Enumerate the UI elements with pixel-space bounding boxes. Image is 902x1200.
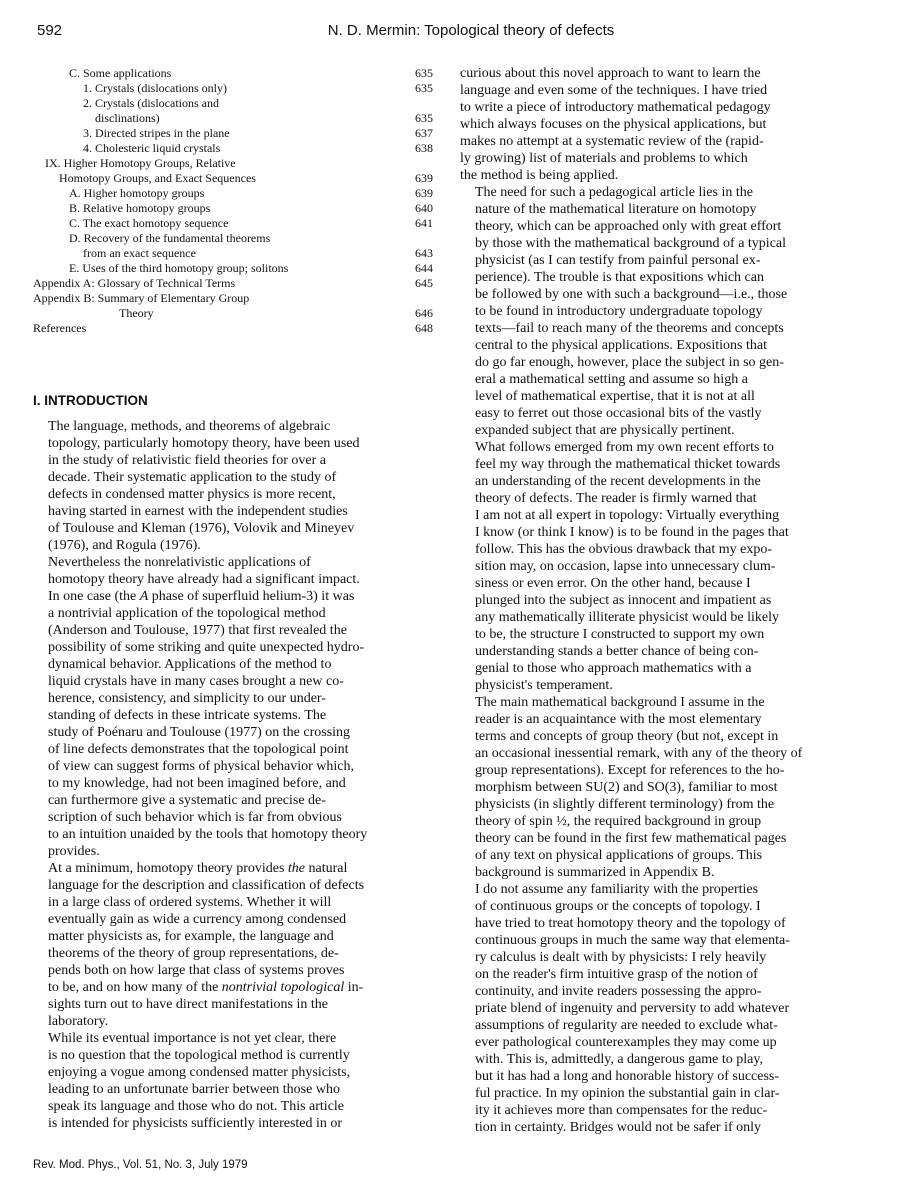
paragraph: [33, 554, 438, 860]
text-line: is no question that the topological method is currently: [48, 1048, 350, 1063]
toc-entry-page: 641: [415, 216, 433, 230]
text-line: an occasional inessential remark, with any of the theory of: [475, 746, 803, 761]
text-line: herence, consistency, and simplicity to our under-: [48, 691, 326, 706]
text-line: but it has had a long and honorable history of success-: [475, 1069, 780, 1084]
toc-entry-label: D. Recovery of the fundamental theorems: [69, 231, 271, 245]
text-line: background is summarized in Appendix B.: [475, 865, 715, 880]
text-line: theory, which can be approached only with great effort: [475, 219, 782, 234]
text-line: pends both on how large that class of systems proves: [48, 963, 345, 978]
text-line: an understanding of the recent developments in the: [475, 474, 761, 489]
toc-row: [33, 126, 433, 141]
running-head: N. D. Mermin: Topological theory of defects: [327, 22, 615, 39]
toc-entry-label: 4. Cholesteric liquid crystals: [83, 141, 221, 155]
toc-row: [33, 201, 433, 216]
text-line: morphism between SU(2) and SO(3), familiar to most: [475, 780, 778, 795]
text-line: of view can suggest forms of physical behavior which,: [48, 759, 354, 774]
text-line: to an intuition unaided by the tools that homotopy theory: [48, 827, 368, 842]
text-line: understanding stands a better chance of being con-: [475, 644, 759, 659]
toc-entry-page: 635: [415, 66, 433, 80]
text-line: In one case (the A phase of superfluid helium-3) it was: [48, 589, 355, 604]
paragraph: [460, 439, 860, 694]
text-line: central to the physical applications. Expositions that: [475, 338, 767, 353]
text-line: The need for such a pedagogical article lies in the: [475, 185, 753, 200]
text-line: curious about this novel approach to want to learn the: [460, 66, 761, 81]
paragraph: [460, 65, 860, 184]
toc-entry-page: 639: [415, 171, 433, 185]
page-number: 592: [37, 22, 63, 39]
text-line: The main mathematical background I assume in the: [475, 695, 765, 710]
text-line: plunged into the subject as innocent and impatient as: [475, 593, 772, 608]
text-line: assumptions of regularity are needed to exclude what-: [475, 1018, 778, 1033]
text-line: defects in condensed matter physics is more recent,: [48, 487, 336, 502]
text-line: ever pathological counterexamples they may come up: [475, 1035, 777, 1050]
text-line: (Anderson and Toulouse, 1977) that first revealed the: [48, 623, 347, 638]
text-line: in the study of relativistic field theories for over a: [48, 453, 326, 468]
toc-entry-label: B. Relative homotopy groups: [69, 201, 211, 215]
text-line: I do not assume any familiarity with the properties: [475, 882, 759, 897]
toc-entry-label: Homotopy Groups, and Exact Sequences: [59, 171, 256, 185]
text-line: At a minimum, homotopy theory provides the natural: [48, 861, 348, 876]
text-line: terms and concepts of group theory (but not, except in: [475, 729, 779, 744]
text-line: to be, and on how many of the nontrivial topological in-: [48, 980, 364, 995]
toc-entry-label: References: [33, 321, 87, 335]
text-line: easy to ferret out those occasional bits of the vastly: [475, 406, 762, 421]
toc-entry-page: 635: [415, 81, 433, 95]
paragraph: [33, 1030, 438, 1132]
text-line: liquid crystals have in many cases brought a new co-: [48, 674, 344, 689]
text-line: continuity, and invite readers possessing the appro-: [475, 984, 762, 999]
toc-row: [33, 261, 433, 276]
text-line: homotopy theory have already had a significant impact.: [48, 572, 360, 587]
text-line: continuous groups in much the same way that elementa-: [475, 933, 790, 948]
text-line: is intended for physicists sufficiently interested in or: [48, 1116, 343, 1131]
paragraph: [33, 418, 438, 554]
toc-entry-page: 640: [415, 201, 433, 215]
toc-row: [33, 81, 433, 96]
text-line: any mathematically illiterate physicist would be likely: [475, 610, 780, 625]
text-line: The language, methods, and theorems of algebraic: [48, 419, 331, 434]
text-line: provides.: [48, 844, 100, 859]
text-line: have tried to treat homotopy theory and the topology of: [475, 916, 786, 931]
text-line: a nontrivial application of the topological method: [48, 606, 326, 621]
text-line: eventually gain as wide a currency among condensed: [48, 912, 347, 927]
text-line: possibility of some striking and quite unexpected hydro-: [48, 640, 365, 655]
text-line: having started in earnest with the independent studies: [48, 504, 348, 519]
text-line: do go far enough, however, place the subject in so gen-: [475, 355, 784, 370]
text-line: decade. Their systematic application to the study of: [48, 470, 337, 485]
text-line: be followed by one with such a background—i.e., those: [475, 287, 788, 302]
toc-row: [33, 321, 433, 336]
text-line: topology, particularly homotopy theory, have been used: [48, 436, 360, 451]
toc-entry-label: 3. Directed stripes in the plane: [83, 126, 230, 140]
text-line: level of mathematical expertise, that it is not at all: [475, 389, 755, 404]
text-line: physicist's temperament.: [475, 678, 613, 693]
page-header: [0, 12, 902, 40]
text-line: sition may, on occasion, lapse into unnecessary clum-: [475, 559, 776, 574]
toc-entry-page: 638: [415, 141, 433, 155]
section-heading: I. INTRODUCTION: [33, 393, 148, 408]
text-line: scription of such behavior which is far from obvious: [48, 810, 342, 825]
text-line: group representations). Except for references to the ho-: [475, 763, 785, 778]
toc-entry-label: Theory: [119, 306, 154, 320]
toc-entry-label: IX. Higher Homotopy Groups, Relative: [45, 156, 236, 170]
paragraph: [460, 881, 860, 1136]
toc-entry-label: Appendix A: Glossary of Technical Terms: [33, 276, 236, 290]
paragraph: [33, 860, 438, 1030]
toc-entry-label: C. The exact homotopy sequence: [69, 216, 229, 230]
text-line: of continuous groups or the concepts of topology. I: [475, 899, 761, 914]
text-line: eral a mathematical setting and assume so high a: [475, 372, 748, 387]
text-line: which always focuses on the physical applications, but: [460, 117, 767, 132]
text-line: reader is an acquaintance with the most elementary: [475, 712, 762, 727]
toc-entry-label: 2. Crystals (dislocations and: [83, 96, 219, 110]
text-line: by those with the mathematical background of a typical: [475, 236, 787, 251]
toc-row: [33, 156, 433, 171]
toc-row: [33, 66, 433, 81]
text-line: nature of the mathematical literature on homotopy: [475, 202, 757, 217]
toc-entry-page: 644: [415, 261, 433, 275]
text-line: siness or even error. On the other hand, because I: [475, 576, 751, 591]
toc-entry-label: C. Some applications: [69, 66, 172, 80]
text-line: I am not at all expert in topology: Virtually everything: [475, 508, 780, 523]
journal-footer: Rev. Mod. Phys., Vol. 51, No. 3, July 1979: [33, 1159, 248, 1171]
text-line: physicists (in slightly different terminology) from the: [475, 797, 775, 812]
toc-row: [33, 231, 433, 246]
text-line: language for the description and classification of defects: [48, 878, 365, 893]
text-line: ry calculus is dealt with by physicists: I rely heavily: [475, 950, 767, 965]
text-line: to write a piece of introductory mathematical pedagogy: [460, 100, 771, 115]
text-line: ly growing) list of materials and problems to which: [460, 151, 748, 166]
text-line: in a large class of ordered systems. Whether it will: [48, 895, 332, 910]
text-line: makes no attempt at a systematic review of the (rapid-: [460, 134, 764, 149]
toc-entry-page: 645: [415, 276, 433, 290]
toc-row: [33, 291, 433, 306]
text-line: dynamical behavior. Applications of the method to: [48, 657, 332, 672]
text-line: theory of spin ½, the required background in group: [475, 814, 762, 829]
toc-row: [33, 111, 433, 126]
toc-entry-label: E. Uses of the third homotopy group; solitons: [69, 261, 289, 275]
toc-row: [33, 141, 433, 156]
text-line: of any text on physical applications of groups. This: [475, 848, 763, 863]
text-line: What follows emerged from my own recent efforts to: [475, 440, 774, 455]
text-line: expanded subject that are physically pertinent.: [475, 423, 735, 438]
text-line: of Toulouse and Kleman (1976), Volovik and Mineyev: [48, 521, 355, 536]
toc-row: [33, 276, 433, 291]
text-line: I know (or think I know) is to be found in the pages that: [475, 525, 789, 540]
table-of-contents: [33, 66, 433, 336]
text-line: laboratory.: [48, 1014, 109, 1029]
text-line: sights turn out to have direct manifestations in the: [48, 997, 328, 1012]
text-line: Nevertheless the nonrelativistic applications of: [48, 555, 311, 570]
toc-row: [33, 186, 433, 201]
text-line: physicist (as I can testify from painful personal ex-: [475, 253, 761, 268]
text-line: the method is being applied.: [460, 168, 619, 183]
text-line: ity it achieves more than compensates for the reduc-: [475, 1103, 768, 1118]
toc-entry-page: 643: [415, 246, 433, 260]
text-line: study of Poénaru and Toulouse (1977) on the crossing: [48, 725, 351, 740]
text-line: feel my way through the mathematical thicket towards: [475, 457, 781, 472]
toc-entry-page: 646: [415, 306, 433, 320]
text-line: genial to those who approach mathematics with a: [475, 661, 752, 676]
toc-entry-page: 648: [415, 321, 433, 335]
toc-entry-page: 639: [415, 186, 433, 200]
toc-row: [33, 216, 433, 231]
text-line: theory of defects. The reader is firmly warned that: [475, 491, 757, 506]
toc-entry-label: disclinations): [95, 111, 160, 125]
text-line: of line defects demonstrates that the topological point: [48, 742, 349, 757]
toc-entry-label: Appendix B: Summary of Elementary Group: [33, 291, 250, 305]
text-line: theorems of the theory of group representations, de-: [48, 946, 339, 961]
text-line: on the reader's firm intuitive grasp of the notion of: [475, 967, 758, 982]
text-line: to my knowledge, had not been imagined before, and: [48, 776, 346, 791]
toc-row: [33, 171, 433, 186]
text-line: with. This is, admittedly, a dangerous game to play,: [475, 1052, 763, 1067]
text-line: can furthermore give a systematic and precise de-: [48, 793, 326, 808]
toc-row: [33, 96, 433, 111]
text-line: priate blend of ingenuity and perversity to add whatever: [475, 1001, 790, 1016]
text-line: standing of defects in these intricate systems. The: [48, 708, 327, 723]
text-line: perience). The trouble is that expositions which can: [475, 270, 764, 285]
paragraph: [460, 184, 860, 439]
text-line: speak its language and those who do not. This article: [48, 1099, 345, 1114]
text-line: enjoying a vogue among condensed matter physicists,: [48, 1065, 351, 1080]
text-line: texts—fail to reach many of the theorems and concepts: [475, 321, 784, 336]
text-line: to be, the structure I constructed to support my own: [475, 627, 765, 642]
toc-entry-label: A. Higher homotopy groups: [69, 186, 205, 200]
text-line: (1976), and Rogula (1976).: [48, 538, 201, 553]
toc-entry-page: 635: [415, 111, 433, 125]
toc-row: [33, 246, 433, 261]
text-line: follow. This has the obvious drawback that my expo-: [475, 542, 773, 557]
text-line: theory can be found in the first few mathematical pages: [475, 831, 787, 846]
toc-entry-label: from an exact sequence: [83, 246, 196, 260]
toc-row: [33, 306, 433, 321]
text-line: leading to an unfortunate barrier between those who: [48, 1082, 340, 1097]
text-line: language and even some of the techniques. I have tried: [460, 83, 768, 98]
toc-entry-label: 1. Crystals (dislocations only): [83, 81, 227, 95]
toc-entry-page: 637: [415, 126, 433, 140]
paragraph: [460, 694, 860, 881]
text-line: While its eventual importance is not yet clear, there: [48, 1031, 337, 1046]
text-line: tion in certainty. Bridges would not be safer if only: [475, 1120, 762, 1135]
text-line: to be found in introductory undergraduate topology: [475, 304, 763, 319]
left-column: [33, 418, 438, 1132]
text-line: matter physicists as, for example, the language and: [48, 929, 334, 944]
right-column: [460, 65, 860, 1136]
text-line: ful practice. In my opinion the substantial gain in clar-: [475, 1086, 780, 1101]
